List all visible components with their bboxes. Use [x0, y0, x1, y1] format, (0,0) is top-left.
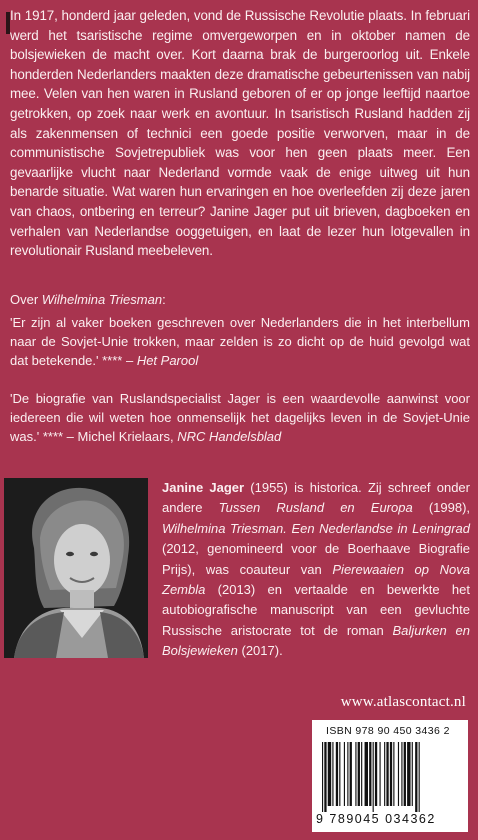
author-bio [162, 478, 470, 662]
bio-book-title: Pierewaaien op Nova Zembla [162, 561, 470, 598]
bio-book-title: Baljurken en Bolsjewieken [162, 622, 470, 659]
reviews-heading-prefix: Over [10, 292, 42, 307]
review-quote-1-source: Het Parool [136, 353, 199, 368]
isbn-label: ISBN 978 90 450 3436 2 [326, 725, 450, 737]
bio-text: (1955) is historica. Zij schreef onder andere [162, 480, 470, 516]
barcode-bars [318, 742, 464, 812]
publisher-url: www.atlascontact.nl [340, 694, 466, 710]
blurb-paragraph: In 1917, honderd jaar geleden, vond de Russische Revolutie plaats. In februari werd het tsaristische regime omvergeworpen en in oktober namen de bolsjewieken de macht over. Kort daarna brak de burgeroorlog uit. Enkele honderden Nederlanders maakten deze dramatische gebeurtenissen van nabij mee. Velen van hen waren in Rusland geboren of er op jonge leeftijd naartoe getrokken, op zoek naar werk en avontuur. In tsaristisch Rusland hadden zij als zakenmensen of technici een goede positie verworven, maar in de communistische Sovjetrepubliek was voor hen geen plaats meer. Een gevaarlijke vlucht naar Nederland vormde vaak de enige uitweg uit hun benarde situatie. Wat waren hun ervaringen en hoe overleefden zij deze jaren van chaos, ontbering en terreur? Janine Jager put uit brieven, dagboeken en verhalen van Nederlandse ooggetuigen, en laat de lezer hun lotgevallen in revolutionair Rusland meebeleven. [10, 8, 470, 259]
review-quote-2 [10, 389, 470, 446]
author-name: Janine Jager [162, 480, 245, 495]
reviews-heading [10, 290, 470, 309]
ean-digits: 9 789045 034362 [316, 812, 436, 826]
bio-text: (2013) en vertaalde en bewerkte het autobiografische manuscript van een gevluchte Russische aristocrate tot de roman [162, 582, 470, 638]
isbn-barcode [312, 720, 468, 832]
author-photo [4, 478, 148, 658]
review-quotes [10, 290, 470, 446]
reviews-heading-book-title: Wilhelmina Triesman [41, 292, 163, 307]
review-quote-2-text: 'De biografie van Ruslandspecialist Jager is een waardevolle aanwinst voor iedereen die wil weten hoe onmenselijk het dagelijks leven in de Sovjet-Unie was.' **** – Michel Krielaars, [10, 391, 470, 444]
reviews-heading-suffix: : [162, 292, 166, 307]
bio-book-title: Tussen Rusland en Europa [218, 500, 413, 516]
review-quote-1-text: 'Er zijn al vaker boeken geschreven over Nederlanders die in het interbellum naar de Sovjet-Unie trokken, maar zelden is zo dicht op de huid gevolgd wat dat betekende.' **** – [10, 315, 470, 368]
bio-text: (2017). [237, 643, 283, 659]
review-quote-1 [10, 313, 470, 370]
blurb-text [10, 6, 470, 261]
review-quote-2-source: NRC Handelsblad [177, 429, 282, 444]
bio-book-title: Wilhelmina Triesman. Een Nederlandse in Leningrad [162, 520, 470, 536]
bio-text: (1998), [412, 500, 471, 516]
bio-text: (2012, genomineerd voor de Boerhaave Biografie Prijs), was coauteur van [162, 541, 470, 577]
